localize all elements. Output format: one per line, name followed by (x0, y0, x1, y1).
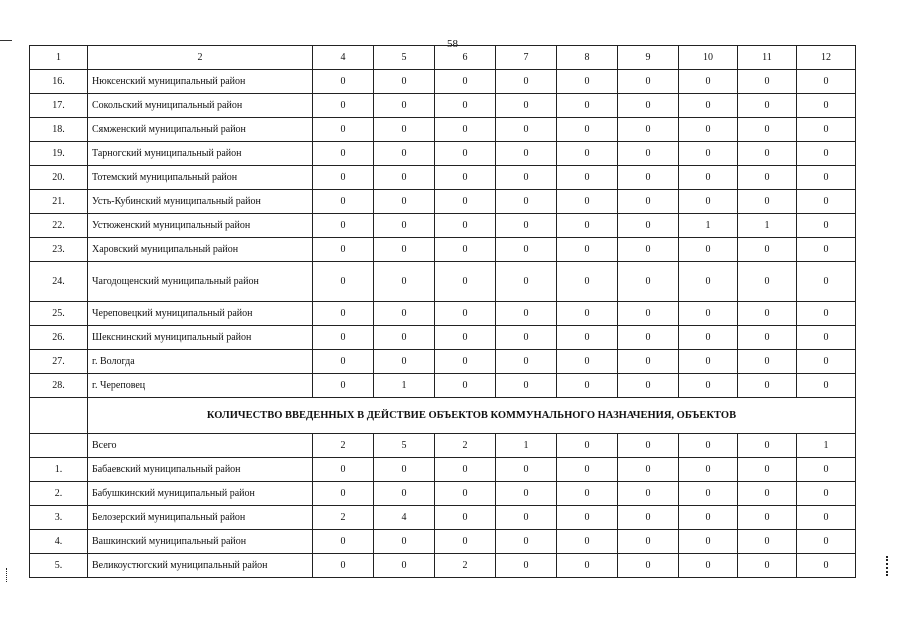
row-number-cell: 21. (30, 190, 88, 214)
value-cell: 0 (618, 482, 679, 506)
value-cell: 0 (374, 238, 435, 262)
value-cell: 0 (313, 166, 374, 190)
value-cell: 0 (496, 506, 557, 530)
page-number: 58 (447, 38, 458, 50)
value-cell: 0 (374, 142, 435, 166)
row-number-cell (30, 434, 88, 458)
value-cell: 0 (313, 214, 374, 238)
value-cell: 0 (374, 94, 435, 118)
row-number-cell: 4. (30, 530, 88, 554)
value-cell: 0 (313, 350, 374, 374)
value-cell: 0 (435, 506, 496, 530)
value-cell: 0 (435, 166, 496, 190)
value-cell: 0 (557, 530, 618, 554)
value-cell: 0 (618, 302, 679, 326)
value-cell: 0 (435, 326, 496, 350)
table-row (30, 214, 856, 238)
column-number-cell: 4 (313, 46, 374, 70)
value-cell: 0 (738, 94, 797, 118)
value-cell: 0 (738, 302, 797, 326)
value-cell: 0 (496, 350, 557, 374)
value-cell: 0 (496, 214, 557, 238)
value-cell: 0 (557, 166, 618, 190)
row-number-cell: 16. (30, 70, 88, 94)
table-row (30, 190, 856, 214)
table-row (30, 94, 856, 118)
value-cell: 0 (374, 302, 435, 326)
value-cell: 0 (797, 94, 856, 118)
table-row (30, 326, 856, 350)
value-cell: 0 (374, 530, 435, 554)
value-cell: 0 (435, 118, 496, 142)
value-cell: 0 (374, 262, 435, 302)
value-cell: 0 (496, 94, 557, 118)
value-cell: 0 (313, 190, 374, 214)
value-cell: 0 (679, 70, 738, 94)
value-cell: 0 (797, 214, 856, 238)
scan-edge-mark (886, 556, 890, 576)
value-cell: 0 (313, 554, 374, 578)
district-name-cell: Тотемский муниципальный район (88, 166, 313, 190)
value-cell: 0 (618, 434, 679, 458)
row-number-cell: 17. (30, 94, 88, 118)
value-cell: 0 (618, 262, 679, 302)
value-cell: 0 (618, 142, 679, 166)
table-row (30, 506, 856, 530)
value-cell: 0 (679, 262, 738, 302)
value-cell: 0 (679, 506, 738, 530)
value-cell: 0 (797, 482, 856, 506)
value-cell: 0 (374, 554, 435, 578)
value-cell: 0 (496, 482, 557, 506)
value-cell: 0 (618, 70, 679, 94)
district-name-cell: Нюксенский муниципальный район (88, 70, 313, 94)
value-cell: 0 (435, 482, 496, 506)
value-cell: 0 (557, 326, 618, 350)
row-number-cell: 19. (30, 142, 88, 166)
value-cell: 0 (679, 94, 738, 118)
value-cell: 0 (496, 262, 557, 302)
value-cell: 0 (313, 374, 374, 398)
district-name-cell: Бабушкинский муниципальный район (88, 482, 313, 506)
value-cell: 0 (557, 70, 618, 94)
table-row (30, 262, 856, 302)
value-cell: 0 (679, 434, 738, 458)
value-cell: 1 (374, 374, 435, 398)
table-row (30, 554, 856, 578)
district-name-cell: Бабаевский муниципальный район (88, 458, 313, 482)
value-cell: 0 (435, 350, 496, 374)
value-cell: 0 (738, 482, 797, 506)
value-cell: 0 (738, 434, 797, 458)
scan-edge-mark (0, 40, 12, 41)
value-cell: 0 (435, 70, 496, 94)
value-cell: 0 (618, 166, 679, 190)
value-cell: 0 (738, 374, 797, 398)
value-cell: 0 (496, 70, 557, 94)
value-cell: 2 (313, 506, 374, 530)
value-cell: 1 (496, 434, 557, 458)
row-number-cell: 28. (30, 374, 88, 398)
table-row (30, 142, 856, 166)
value-cell: 0 (313, 262, 374, 302)
value-cell: 0 (738, 262, 797, 302)
district-name-cell: Харовский муниципальный район (88, 238, 313, 262)
column-number-cell: 11 (738, 46, 797, 70)
scan-edge-mark (6, 568, 9, 582)
value-cell: 0 (618, 554, 679, 578)
value-cell: 0 (435, 238, 496, 262)
value-cell: 0 (374, 326, 435, 350)
column-number-row (30, 46, 856, 70)
value-cell: 0 (618, 214, 679, 238)
value-cell: 0 (557, 554, 618, 578)
value-cell: 0 (313, 238, 374, 262)
value-cell: 0 (679, 530, 738, 554)
column-number-cell: 6 (435, 46, 496, 70)
value-cell: 0 (435, 190, 496, 214)
value-cell: 0 (679, 482, 738, 506)
value-cell: 0 (435, 142, 496, 166)
table-row (30, 458, 856, 482)
value-cell: 2 (313, 434, 374, 458)
value-cell: 0 (496, 142, 557, 166)
value-cell: 0 (618, 326, 679, 350)
value-cell: 0 (738, 166, 797, 190)
district-name-cell: Устюженский муниципальный район (88, 214, 313, 238)
value-cell: 0 (496, 374, 557, 398)
value-cell: 0 (435, 94, 496, 118)
table-row (30, 374, 856, 398)
value-cell: 0 (738, 142, 797, 166)
value-cell: 0 (374, 458, 435, 482)
table-row (30, 482, 856, 506)
district-name-cell: Всего (88, 434, 313, 458)
value-cell: 0 (797, 118, 856, 142)
table-row (30, 118, 856, 142)
value-cell: 0 (313, 530, 374, 554)
value-cell: 0 (496, 458, 557, 482)
row-number-cell: 22. (30, 214, 88, 238)
value-cell: 0 (797, 238, 856, 262)
value-cell: 0 (618, 238, 679, 262)
value-cell: 0 (557, 142, 618, 166)
value-cell: 0 (738, 190, 797, 214)
value-cell: 0 (679, 238, 738, 262)
value-cell: 0 (797, 190, 856, 214)
value-cell: 0 (618, 94, 679, 118)
column-number-cell: 2 (88, 46, 313, 70)
value-cell: 0 (797, 350, 856, 374)
district-name-cell: Усть-Кубинский муниципальный район (88, 190, 313, 214)
value-cell: 0 (738, 530, 797, 554)
column-number-cell: 1 (30, 46, 88, 70)
value-cell: 0 (557, 190, 618, 214)
value-cell: 0 (738, 350, 797, 374)
value-cell: 0 (738, 554, 797, 578)
value-cell: 1 (797, 434, 856, 458)
value-cell: 0 (679, 166, 738, 190)
value-cell: 0 (435, 262, 496, 302)
row-number-cell: 25. (30, 302, 88, 326)
row-number-cell: 24. (30, 262, 88, 302)
value-cell: 0 (313, 142, 374, 166)
column-number-cell: 5 (374, 46, 435, 70)
value-cell: 1 (679, 214, 738, 238)
column-number-cell: 8 (557, 46, 618, 70)
section-heading-row (30, 398, 856, 434)
row-number-cell: 1. (30, 458, 88, 482)
value-cell: 1 (738, 214, 797, 238)
column-number-cell: 9 (618, 46, 679, 70)
value-cell: 0 (797, 530, 856, 554)
value-cell: 0 (679, 374, 738, 398)
district-name-cell: Чагодощенский муниципальный район (88, 262, 313, 302)
value-cell: 0 (435, 302, 496, 326)
value-cell: 0 (557, 238, 618, 262)
value-cell: 0 (618, 374, 679, 398)
table-row (30, 238, 856, 262)
table-row (30, 434, 856, 458)
district-name-cell: г. Вологда (88, 350, 313, 374)
district-name-cell: Вашкинский муниципальный район (88, 530, 313, 554)
value-cell: 0 (738, 326, 797, 350)
value-cell: 0 (738, 70, 797, 94)
value-cell: 0 (797, 302, 856, 326)
value-cell: 0 (797, 142, 856, 166)
value-cell: 0 (435, 530, 496, 554)
district-name-cell: Великоустюгский муниципальный район (88, 554, 313, 578)
value-cell: 0 (557, 118, 618, 142)
value-cell: 0 (797, 374, 856, 398)
value-cell: 0 (313, 482, 374, 506)
value-cell: 0 (679, 350, 738, 374)
value-cell: 0 (557, 434, 618, 458)
value-cell: 0 (374, 118, 435, 142)
value-cell: 0 (496, 554, 557, 578)
value-cell: 0 (618, 506, 679, 530)
value-cell: 0 (496, 166, 557, 190)
value-cell: 0 (618, 350, 679, 374)
value-cell: 0 (557, 262, 618, 302)
value-cell: 0 (435, 458, 496, 482)
value-cell: 0 (557, 214, 618, 238)
value-cell: 0 (618, 530, 679, 554)
value-cell: 0 (738, 118, 797, 142)
value-cell: 0 (679, 190, 738, 214)
row-number-cell: 20. (30, 166, 88, 190)
value-cell: 0 (797, 70, 856, 94)
value-cell: 0 (679, 326, 738, 350)
column-number-cell: 10 (679, 46, 738, 70)
value-cell: 0 (557, 350, 618, 374)
value-cell: 0 (557, 506, 618, 530)
row-number-cell: 2. (30, 482, 88, 506)
value-cell: 0 (618, 190, 679, 214)
value-cell: 0 (679, 142, 738, 166)
column-number-cell: 7 (496, 46, 557, 70)
value-cell: 0 (797, 458, 856, 482)
table-row (30, 530, 856, 554)
value-cell: 0 (313, 302, 374, 326)
value-cell: 0 (797, 262, 856, 302)
value-cell: 5 (374, 434, 435, 458)
value-cell: 0 (679, 458, 738, 482)
value-cell: 0 (618, 118, 679, 142)
column-number-cell: 12 (797, 46, 856, 70)
value-cell: 0 (679, 118, 738, 142)
value-cell: 0 (313, 118, 374, 142)
value-cell: 0 (679, 302, 738, 326)
district-name-cell: Белозерский муниципальный район (88, 506, 313, 530)
district-name-cell: Тарногский муниципальный район (88, 142, 313, 166)
row-number-cell: 26. (30, 326, 88, 350)
value-cell: 0 (557, 302, 618, 326)
value-cell: 0 (738, 506, 797, 530)
row-number-cell: 3. (30, 506, 88, 530)
value-cell: 0 (557, 458, 618, 482)
district-name-cell: Сямженский муниципальный район (88, 118, 313, 142)
value-cell: 0 (557, 374, 618, 398)
value-cell: 0 (496, 302, 557, 326)
row-number-cell: 23. (30, 238, 88, 262)
row-number-cell: 5. (30, 554, 88, 578)
district-name-cell: г. Череповец (88, 374, 313, 398)
value-cell: 0 (313, 326, 374, 350)
value-cell: 0 (496, 190, 557, 214)
district-name-cell: Шекснинский муниципальный район (88, 326, 313, 350)
value-cell: 0 (435, 214, 496, 238)
value-cell: 0 (797, 506, 856, 530)
value-cell: 0 (557, 482, 618, 506)
value-cell: 0 (435, 374, 496, 398)
value-cell: 4 (374, 506, 435, 530)
table-row (30, 350, 856, 374)
table-row (30, 166, 856, 190)
value-cell: 0 (313, 70, 374, 94)
value-cell: 0 (496, 530, 557, 554)
data-table (29, 45, 856, 578)
value-cell: 0 (797, 166, 856, 190)
value-cell: 0 (557, 94, 618, 118)
value-cell: 0 (374, 482, 435, 506)
table-row (30, 70, 856, 94)
value-cell: 0 (313, 94, 374, 118)
value-cell: 0 (738, 458, 797, 482)
value-cell: 0 (797, 554, 856, 578)
value-cell: 0 (618, 458, 679, 482)
value-cell: 2 (435, 554, 496, 578)
district-name-cell: Череповецкий муниципальный район (88, 302, 313, 326)
table-row (30, 302, 856, 326)
value-cell: 0 (374, 166, 435, 190)
value-cell: 0 (797, 326, 856, 350)
value-cell: 0 (374, 214, 435, 238)
value-cell: 0 (374, 70, 435, 94)
district-name-cell: Сокольский муниципальный район (88, 94, 313, 118)
value-cell: 2 (435, 434, 496, 458)
value-cell: 0 (679, 554, 738, 578)
value-cell: 0 (374, 190, 435, 214)
value-cell: 0 (313, 458, 374, 482)
row-number-cell: 18. (30, 118, 88, 142)
value-cell: 0 (374, 350, 435, 374)
section-title: КОЛИЧЕСТВО ВВЕДЕННЫХ В ДЕЙСТВИЕ ОБЪЕКТОВ КОММУНАЛЬНОГО НАЗНАЧЕНИЯ, ОБЪЕКТОВ (88, 398, 856, 434)
value-cell: 0 (496, 326, 557, 350)
value-cell: 0 (496, 238, 557, 262)
value-cell: 0 (496, 118, 557, 142)
row-number-cell (30, 398, 88, 434)
row-number-cell: 27. (30, 350, 88, 374)
value-cell: 0 (738, 238, 797, 262)
